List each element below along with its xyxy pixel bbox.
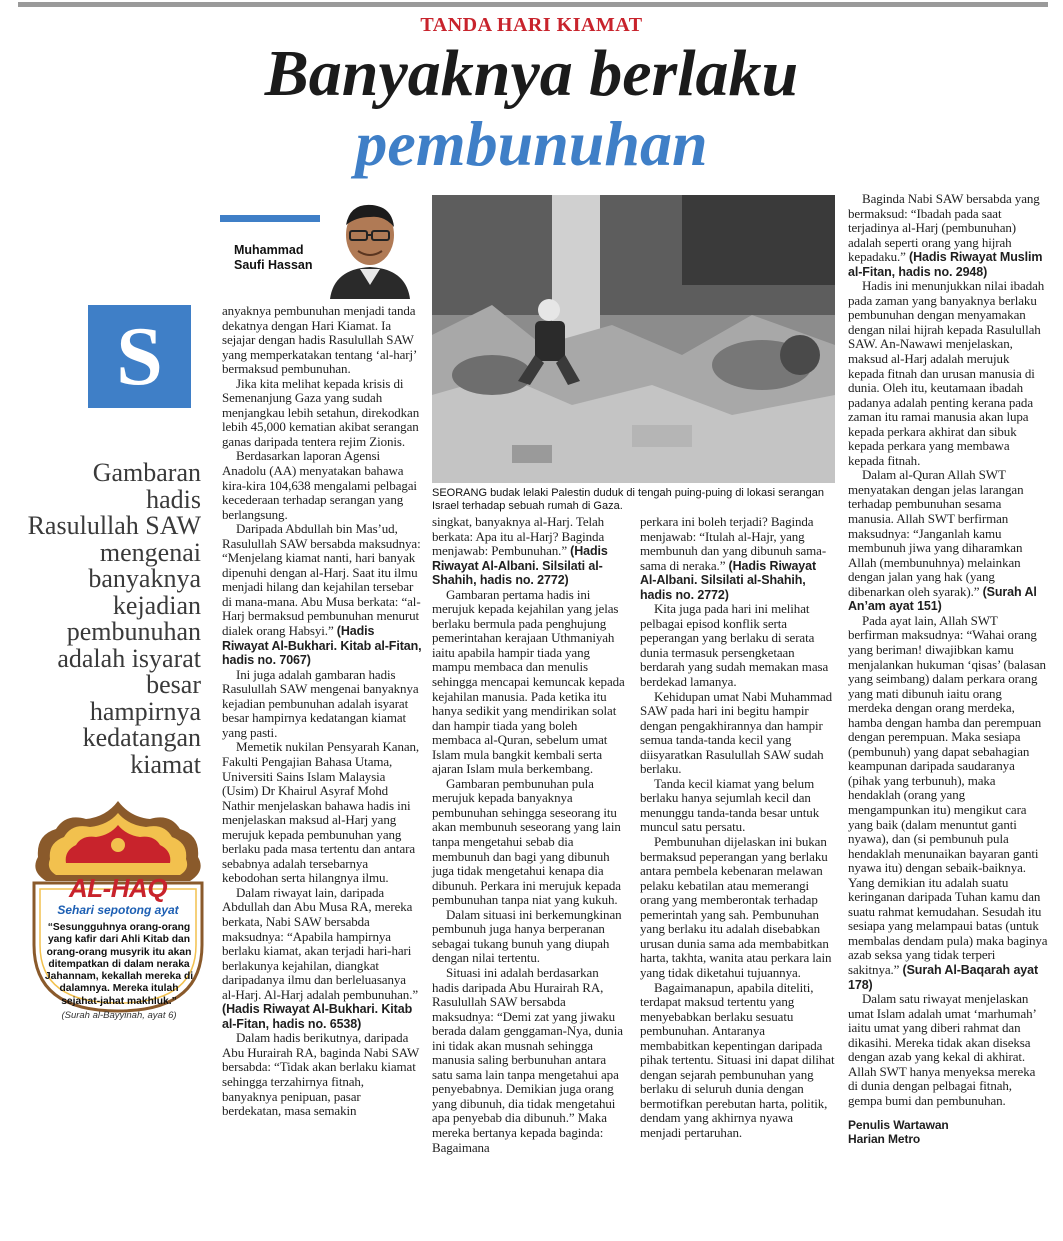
paragraph: Memetik nukilan Pensyarah Kanan, Fakulti Pengajian Bahasa Utama, Universiti Sains Islam Malaysia (Usim) Dr Khairul Asyraf Mohd Nathir menjelaskan bahawa hadis ini menjelaskan maksud al-Harj yang merujuk kepada pembunuhan yang berlaku pada masa tertentu dan antara sebabnya adalah tersebarnya kebodohan serta hilangnya ilmu.	[222, 739, 420, 886]
paragraph: anyaknya pembunuhan menjadi tanda dekatnya dengan Hari Kiamat. Ia sejajar dengan hadis Rasulullah SAW yang memperkatakan tentang ‘al-harj’ bermaksud pembunuhan.	[222, 303, 417, 377]
al-haq-reference: (Surah al-Bayyinah, ayat 6)	[61, 1010, 177, 1021]
pull-quote-line: besar	[146, 670, 201, 699]
al-haq-quote: “Sesungguhnya orang-orang yang kafir dari Ahli Kitab dan orang-orang musyrik itu akan ditempatkan di dalam neraka Jahannam, kekallah mereka di dalamnya. Mereka itulah sejahat-jahat makhluk.”	[44, 922, 194, 1007]
author-avatar	[320, 195, 416, 299]
pull-quote-line: Rasulullah SAW	[27, 511, 201, 540]
paragraph-text: Dalam al-Quran Allah SWT menyatakan dengan jelas larangan terhadap pembunuhan sesama manusia. Allah SWT berfirman maksudnya: “Janganlah kamu membunuh jiwa yang diharamkan Allah (membunuhnya) melainkan dengan jalan yang hak (yang dibenarkan oleh syarak).”	[848, 467, 1024, 599]
paragraph	[848, 192, 1048, 279]
paragraph-text: perkara ini boleh terjadi? Baginda menjawab: “Itulah al-Hajr, yang membunuh dan yang dibunuh sama-sama di neraka.”	[640, 514, 827, 573]
paragraph: Kehidupan umat Nabi Muhammad SAW pada hari ini begitu hampir dengan pengakhirannya dan hampir semua tanda-tanda kecil yang diisyaratkan Rasulullah SAW sudah berlaku.	[640, 688, 833, 777]
author-footer-line: Harian Metro	[848, 1132, 921, 1147]
al-haq-subtitle: Sehari sepotong ayat	[57, 903, 179, 917]
paragraph: Dalam hadis berikutnya, daripada Abu Hurairah RA, baginda Nabi SAW bersabda: “Tidak akan berlaku kiamat sehingga terzahirnya fitnah, banyaknya penipuan, pasar berdekatan, masa semakin	[222, 1030, 419, 1119]
citation: (Surah Al-Baqarah ayat 178)	[848, 962, 1039, 992]
paragraph: Gambaran pembunuhan pula merujuk kepada banyaknya pembunuhan sehingga seseorang itu akan membunuh seseorang yang lain tanpa mengetahui sebab dia membunuh dan bagi yang dibunuh juga tidak mengetahui kenapa dia dibunuh. Perkara ini merujuk kepada pembunuhan tanpa niat yang kukuh.	[432, 775, 621, 908]
pull-quote-line: banyaknya	[88, 564, 201, 593]
headline-line2: pembunuhan	[355, 108, 708, 179]
kicker: TANDA HARI KIAMAT	[420, 14, 643, 36]
paragraph: Tanda kecil kiamat yang belum berlaku hanya sejumlah kecil dan menunggu tanda-tanda besar untuk muncul satu persatu.	[640, 775, 820, 835]
pull-quote-line: kejadian	[112, 590, 201, 620]
citation: (Surah Al An’am ayat 151)	[848, 584, 1037, 614]
paragraph	[848, 468, 1048, 613]
author-first-name: Muhammad	[234, 243, 304, 257]
author-footer	[848, 1118, 1048, 1146]
pull-quote-line: mengenai	[99, 537, 201, 567]
pull-quote-line: kedatangan	[82, 723, 201, 752]
pull-quote	[11, 460, 201, 778]
article-column-3	[640, 515, 835, 1141]
pull-quote-line: pembunuhan	[66, 617, 201, 646]
article-column-4	[848, 192, 1048, 1146]
paragraph: Berdasarkan laporan Agensi Anadolu (AA) menyatakan bahawa kira-kira 104,638 mengalami pelbagai kecederaan terhadap serangan yang berlangsung.	[222, 448, 417, 522]
author-last-name: Saufi Hassan	[234, 258, 313, 272]
paragraph	[222, 886, 422, 1031]
pull-quote-line: hadis	[146, 484, 201, 514]
paragraph-text: Pada ayat lain, Allah SWT berfirman maksudnya: “Wahai orang yang beriman! diwajibkan kamu menjalankan hukuman ‘qisas’ (balasan yang seimbang) dalam perkara orang yang mati dibunuh iaitu orang merdeka dengan orang merdeka, hamba dengan hamba dan perempuan dengan perempuan. Maka sesiapa (pembunuh) yang dapat sebahagian keampunan daripada saudaranya (pihak yang terbunuh), maka hendaklah (orang yang mengampunkan itu) mengikut cara yang baik (dalam menuntut ganti nyawa), dan (si pembunuh pula hendaklah menunaikan bayaran ganti nyawa itu) dengan sebaik-baiknya. Yang demikian itu adalah suatu keringanan daripada Tuhan kamu dan suatu rahmat kemudahan. Sesudah itu sesiapa yang melampaui batas (untuk membalas dendam pula) maka baginya azab seksa yang tidak terperi sakitnya.”	[848, 612, 1048, 977]
article-column-2	[432, 515, 627, 1155]
paragraph	[222, 522, 422, 667]
top-rule	[18, 2, 1048, 7]
paragraph	[848, 614, 1048, 992]
paragraph: Dalam situasi ini berkemungkinan pembunuh juga hanya berperanan sebagai tukang bunuh yang diupah dengan nilai tertentu.	[432, 906, 622, 966]
paragraph: Situasi ini adalah berdasarkan hadis daripada Abu Hurairah RA, Rasulullah SAW bersabda maksudnya: “Demi zat yang jiwaku berada dalam genggaman-Nya, dunia ini tidak akan musnah sehingga manusia saling berbunuhan antara satu sama lain tanpa mengetahui apa penyebabnya. Demikian juga orang yang dibunuh, dia tidak mengetahui apa penyebab dia dibunuh.” Maka mereka bertanya kepada baginda: Bagaimana	[432, 964, 623, 1155]
pull-quote-line: kiamat	[130, 749, 201, 779]
pull-quote-line: hampirnya	[89, 696, 201, 726]
al-haq-title: AL-HAQ	[68, 873, 168, 903]
citation: (Hadis Riwayat Al-Albani. Silsilati al-Shahih, hadis no. 2772)	[432, 544, 608, 588]
paragraph: Dalam satu riwayat menjelaskan umat Islam adalah umat ‘marhumah’ iaitu umat yang diberi rahmat dan dikasihi. Mereka tidak akan diseksa dengan azab yang kekal di akhirat. Allah SWT hanya menyeksa mereka di dunia dengan pelbagai fitnah, gempa bumi dan pembunuhan.	[848, 991, 1036, 1108]
paragraph-text: Baginda Nabi SAW bersabda yang bermaksud: “Ibadah pada saat terjadinya al-Harj (pembunuhan) adalah seperti orang yang hijrah kepadaku.”	[848, 191, 1040, 265]
photo-caption: SEORANG budak lelaki Palestin duduk di tengah puing-puing di lokasi serangan Israel terhadap sebuah rumah di Gaza.	[432, 487, 824, 512]
article-column-1	[222, 304, 422, 1119]
news-photo	[432, 195, 835, 483]
author-footer-line: Penulis Wartawan	[848, 1118, 949, 1133]
headline-line1: Banyaknya berlaku	[264, 37, 799, 110]
paragraph: Pembunuhan dijelaskan ini bukan bermaksud peperangan yang berlaku antara pembela kebenaran melawan pelaku kebatilan atau memerangi orang yang memberontak terhadap pemerintah yang sah. Pembunuhan yang berlaku itu adalah disebabkan urusan dunia sama ada membabitkan harta, takhta, wanita atau perkara lain yang tidak diketahui tujuannya.	[640, 834, 832, 980]
pull-quote-line: Gambaran	[92, 458, 201, 487]
citation: (Hadis Riwayat Muslim al-Fitan, hadis no. 2948)	[848, 250, 1043, 279]
pull-quote-line: adalah isyarat	[57, 643, 201, 673]
paragraph-text: singkat, banyaknya al-Harj. Telah berkata: Apa itu al-Harj? Baginda menjawab: Pembunuhan.”	[432, 514, 605, 559]
citation: (Hadis Riwayat Al-Albani. Silsilati al-Shahih, hadis no. 2772)	[640, 558, 817, 602]
paragraph: Jika kita melihat kepada krisis di Semenanjung Gaza yang sudah menjangkau lebih setahun, direkodkan lebih 45,000 kematian akibat serangan ganas daripada tentera rejim Zionis.	[222, 375, 420, 449]
drop-cap: S	[88, 305, 191, 408]
paragraph	[640, 515, 835, 602]
paragraph	[432, 515, 627, 588]
paragraph: Bagaimanapun, apabila diteliti, terdapat maksud tertentu yang menyebabkan berlaku sesuatu pembunuhan. Antaranya membabitkan kepentingan daripada pihak tertentu. Situasi ini dapat dilihat dengan sejarah pembunuhan yang berlaku di seluruh dunia dengan bermotifkan perebutan harta, politik, dendam yang akhirnya nyawa menjadi pertaruhan.	[640, 979, 835, 1140]
paragraph: Kita juga pada hari ini melihat pelbagai episod konflik serta peperangan yang berlaku di serata dunia termasuk persengketaan berdarah yang sudah memakan masa berdekad lamanya.	[640, 601, 829, 690]
author-name	[234, 243, 313, 273]
citation: (Hadis Riwayat Al-Bukhari. Kitab al-Fitan, hadis no. 7067)	[222, 624, 422, 668]
paragraph-text: Daripada Abdullah bin Mas’ud, Rasulullah SAW bersabda maksudnya: “Menjelang kiamat nanti, hari banyak dipenuhi dengan al-Harj. Saat itu ilmu menjadi hilang dan kejahilan tersebar di mana-mana. Abu Musa berkata: “al-Harj bermaksud pembunuhan menurut dialek orang Habsyi.”	[222, 521, 421, 639]
paragraph-text: Dalam riwayat lain, daripada Abdullah dan Abu Musa RA, mereka berkata, Nabi SAW bersabda maksudnya: “Apabila hampirnya berlaku kiamat, akan terjadi hari-hari berlakunya kejahilan, diangkat daripadanya ilmu dan berleluasanya al-Harj. Al-Harj adalah pembunuhan.”	[222, 884, 419, 1002]
paragraph: Hadis ini menunjukkan nilai ibadah pada zaman yang banyaknya berlaku pembunuhan dengan menyamakan dengan nilai hijrah kepada Rasulullah SAW. An-Nawawi menjelaskan, maksud al-Harj adalah merujuk kepada fitnah dan urusan manusia di dunia. Oleh itu, keutamaan ibadah padanya adalah penting kerana pada zaman itu ramai manusia akan lupa kepada perkara akhirat dan sibuk kepada perkara yang membawa kepada fitnah.	[848, 278, 1045, 468]
citation: (Hadis Riwayat Al-Bukhari. Kitab al-Fitan, hadis no. 6538)	[222, 1002, 413, 1031]
paragraph: Gambaran pertama hadis ini merujuk kepada kejahilan yang jelas berlaku bermula pada penghujung pemerintahan kerajaan Uthmaniyah iaitu apabila hampir tiada yang mampu membaca dan menulis sehingga mencapai kemuncak kepada kejahilan manusia. Pada ketika itu hanya sedikit yang mendirikan solat dan hampir tiada yang boleh membaca al-Quran, sebelum umat Islam mula bangkit kembali serta ajaran Islam mula berkembang.	[432, 586, 625, 777]
paragraph: Ini juga adalah gambaran hadis Rasulullah SAW mengenai banyaknya kejadian pembunuhan adalah isyarat besar hampirnya kedatangan kiamat yang pasti.	[222, 666, 419, 740]
